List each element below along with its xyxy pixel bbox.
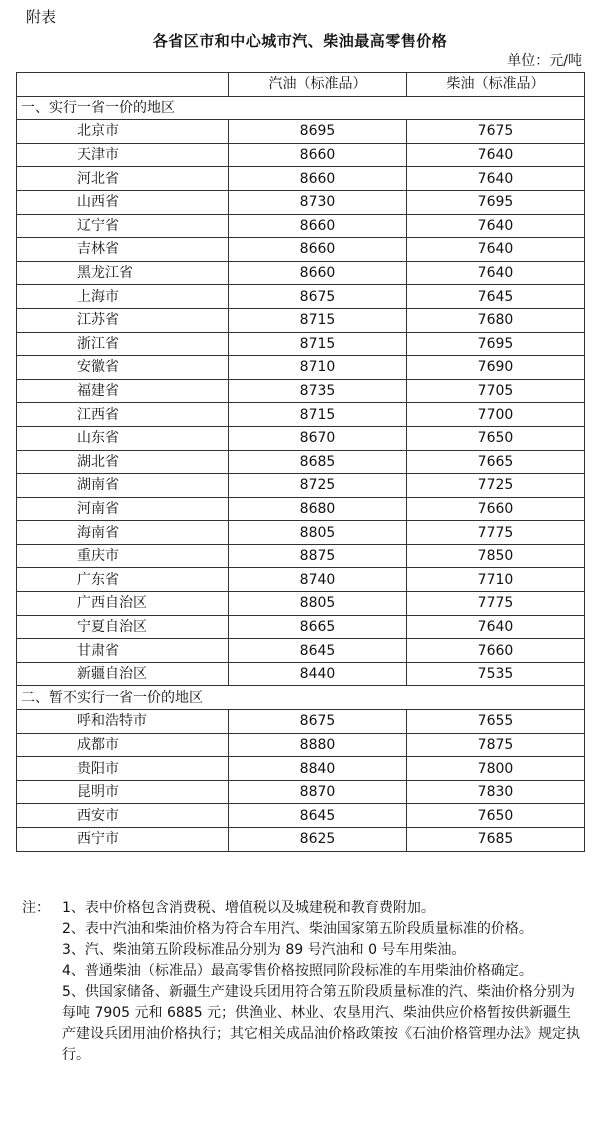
diesel-price-cell: 7660 (407, 639, 585, 663)
diesel-price-cell: 7640 (407, 167, 585, 191)
region-cell: 吉林省 (17, 238, 229, 262)
diesel-price-cell: 7695 (407, 332, 585, 356)
table-row (17, 190, 585, 214)
region-cell: 河北省 (17, 167, 229, 191)
region-cell: 成都市 (17, 733, 229, 757)
note-item: 3、汽、柴油第五阶段标准品分别为 89 号汽油和 0 号车用柴油。 (62, 942, 466, 958)
gasoline-price-cell: 8840 (229, 757, 407, 781)
region-cell: 广东省 (17, 568, 229, 592)
table-row (17, 521, 585, 545)
table-row (17, 804, 585, 828)
region-cell: 山西省 (17, 190, 229, 214)
unit-label: 单位：元/吨 (507, 53, 582, 69)
gasoline-price-cell: 8645 (229, 639, 407, 663)
region-cell: 江西省 (17, 403, 229, 427)
table-row (17, 710, 585, 734)
table-row (17, 828, 585, 852)
section-label: 二、暂不实行一省一价的地区 (17, 686, 585, 710)
note-item: 5、供国家储备、新疆生产建设兵团用符合第五阶段质量标准的汽、柴油价格分别为每吨 7905 元和 6885 元；供渔业、林业、农垦用汽、柴油供应价格暂按供新疆生产建设兵团用油价格执行；其它相关成品油价格政策按《石油价格管理办法》规定执行。 (62, 984, 580, 1063)
table-row (17, 379, 585, 403)
region-cell: 广西自治区 (17, 592, 229, 616)
gasoline-price-cell: 8660 (229, 261, 407, 285)
region-cell: 贵阳市 (17, 757, 229, 781)
gasoline-price-cell: 8805 (229, 592, 407, 616)
region-cell: 宁夏自治区 (17, 615, 229, 639)
diesel-price-cell: 7685 (407, 828, 585, 852)
diesel-price-cell: 7655 (407, 710, 585, 734)
note-item: 2、表中汽油和柴油价格为符合车用汽、柴油国家第五阶段质量标准的价格。 (62, 921, 533, 937)
diesel-price-cell: 7850 (407, 544, 585, 568)
table-header-row (17, 73, 585, 97)
diesel-price-cell: 7875 (407, 733, 585, 757)
diesel-price-cell: 7645 (407, 285, 585, 309)
diesel-price-cell: 7775 (407, 592, 585, 616)
appendix-label: 附表 (26, 8, 57, 26)
price-table (16, 72, 585, 852)
section-row (17, 686, 585, 710)
diesel-price-cell: 7675 (407, 120, 585, 144)
table-body (17, 96, 585, 851)
region-cell: 辽宁省 (17, 214, 229, 238)
table-row (17, 120, 585, 144)
table-row (17, 214, 585, 238)
table-row (17, 474, 585, 498)
note-item: 4、普通柴油（标准品）最高零售价格按照同阶段标准的车用柴油价格确定。 (62, 963, 533, 979)
diesel-price-cell: 7775 (407, 521, 585, 545)
region-cell: 湖北省 (17, 450, 229, 474)
table-row (17, 356, 585, 380)
gasoline-price-cell: 8675 (229, 285, 407, 309)
table-row (17, 261, 585, 285)
diesel-price-cell: 7690 (407, 356, 585, 380)
region-cell: 黑龙江省 (17, 261, 229, 285)
table-row (17, 662, 585, 686)
region-cell: 西宁市 (17, 828, 229, 852)
table-row (17, 544, 585, 568)
region-cell: 浙江省 (17, 332, 229, 356)
gasoline-price-cell: 8440 (229, 662, 407, 686)
table-row (17, 615, 585, 639)
region-cell: 重庆市 (17, 544, 229, 568)
region-cell: 昆明市 (17, 780, 229, 804)
diesel-price-cell: 7640 (407, 615, 585, 639)
gasoline-price-cell: 8645 (229, 804, 407, 828)
header-gasoline: 汽油（标准品） (229, 73, 407, 97)
region-cell: 山东省 (17, 426, 229, 450)
gasoline-price-cell: 8625 (229, 828, 407, 852)
gasoline-price-cell: 8715 (229, 332, 407, 356)
section-row (17, 96, 585, 120)
region-cell: 呼和浩特市 (17, 710, 229, 734)
gasoline-price-cell: 8660 (229, 167, 407, 191)
diesel-price-cell: 7665 (407, 450, 585, 474)
table-row (17, 308, 585, 332)
gasoline-price-cell: 8880 (229, 733, 407, 757)
diesel-price-cell: 7650 (407, 426, 585, 450)
gasoline-price-cell: 8680 (229, 497, 407, 521)
region-cell: 江苏省 (17, 308, 229, 332)
gasoline-price-cell: 8685 (229, 450, 407, 474)
diesel-price-cell: 7830 (407, 780, 585, 804)
diesel-price-cell: 7710 (407, 568, 585, 592)
region-cell: 海南省 (17, 521, 229, 545)
gasoline-price-cell: 8695 (229, 120, 407, 144)
gasoline-price-cell: 8725 (229, 474, 407, 498)
gasoline-price-cell: 8735 (229, 379, 407, 403)
region-cell: 北京市 (17, 120, 229, 144)
diesel-price-cell: 7660 (407, 497, 585, 521)
diesel-price-cell: 7695 (407, 190, 585, 214)
table-row (17, 592, 585, 616)
region-cell: 甘肃省 (17, 639, 229, 663)
diesel-price-cell: 7650 (407, 804, 585, 828)
region-cell: 西安市 (17, 804, 229, 828)
diesel-price-cell: 7800 (407, 757, 585, 781)
gasoline-price-cell: 8660 (229, 214, 407, 238)
region-cell: 安徽省 (17, 356, 229, 380)
table-row (17, 780, 585, 804)
gasoline-price-cell: 8715 (229, 403, 407, 427)
diesel-price-cell: 7640 (407, 214, 585, 238)
diesel-price-cell: 7535 (407, 662, 585, 686)
header-diesel: 柴油（标准品） (407, 73, 585, 97)
table-row (17, 450, 585, 474)
gasoline-price-cell: 8740 (229, 568, 407, 592)
notes-block (22, 898, 582, 1066)
header-region (17, 73, 229, 97)
gasoline-price-cell: 8710 (229, 356, 407, 380)
diesel-price-cell: 7705 (407, 379, 585, 403)
table-row (17, 403, 585, 427)
table-row (17, 757, 585, 781)
diesel-price-cell: 7640 (407, 143, 585, 167)
table-row (17, 332, 585, 356)
gasoline-price-cell: 8660 (229, 143, 407, 167)
table-row (17, 733, 585, 757)
notes-prefix: 注： (22, 900, 50, 916)
table-row (17, 568, 585, 592)
gasoline-price-cell: 8675 (229, 710, 407, 734)
region-cell: 湖南省 (17, 474, 229, 498)
note-item: 1、表中价格包含消费税、增值税以及城建税和教育费附加。 (62, 900, 435, 916)
region-cell: 天津市 (17, 143, 229, 167)
gasoline-price-cell: 8660 (229, 238, 407, 262)
table-row (17, 167, 585, 191)
gasoline-price-cell: 8875 (229, 544, 407, 568)
gasoline-price-cell: 8870 (229, 780, 407, 804)
section-label: 一、实行一省一价的地区 (17, 96, 585, 120)
region-cell: 福建省 (17, 379, 229, 403)
page-title: 各省区市和中心城市汽、柴油最高零售价格 (152, 32, 448, 50)
gasoline-price-cell: 8670 (229, 426, 407, 450)
diesel-price-cell: 7700 (407, 403, 585, 427)
table-row (17, 639, 585, 663)
table-row (17, 143, 585, 167)
table-row (17, 426, 585, 450)
diesel-price-cell: 7640 (407, 261, 585, 285)
diesel-price-cell: 7640 (407, 238, 585, 262)
table-row (17, 285, 585, 309)
gasoline-price-cell: 8805 (229, 521, 407, 545)
gasoline-price-cell: 8715 (229, 308, 407, 332)
note-line (22, 898, 582, 919)
gasoline-price-cell: 8730 (229, 190, 407, 214)
diesel-price-cell: 7680 (407, 308, 585, 332)
region-cell: 河南省 (17, 497, 229, 521)
region-cell: 上海市 (17, 285, 229, 309)
region-cell: 新疆自治区 (17, 662, 229, 686)
table-row (17, 497, 585, 521)
table-row (17, 238, 585, 262)
diesel-price-cell: 7725 (407, 474, 585, 498)
gasoline-price-cell: 8665 (229, 615, 407, 639)
